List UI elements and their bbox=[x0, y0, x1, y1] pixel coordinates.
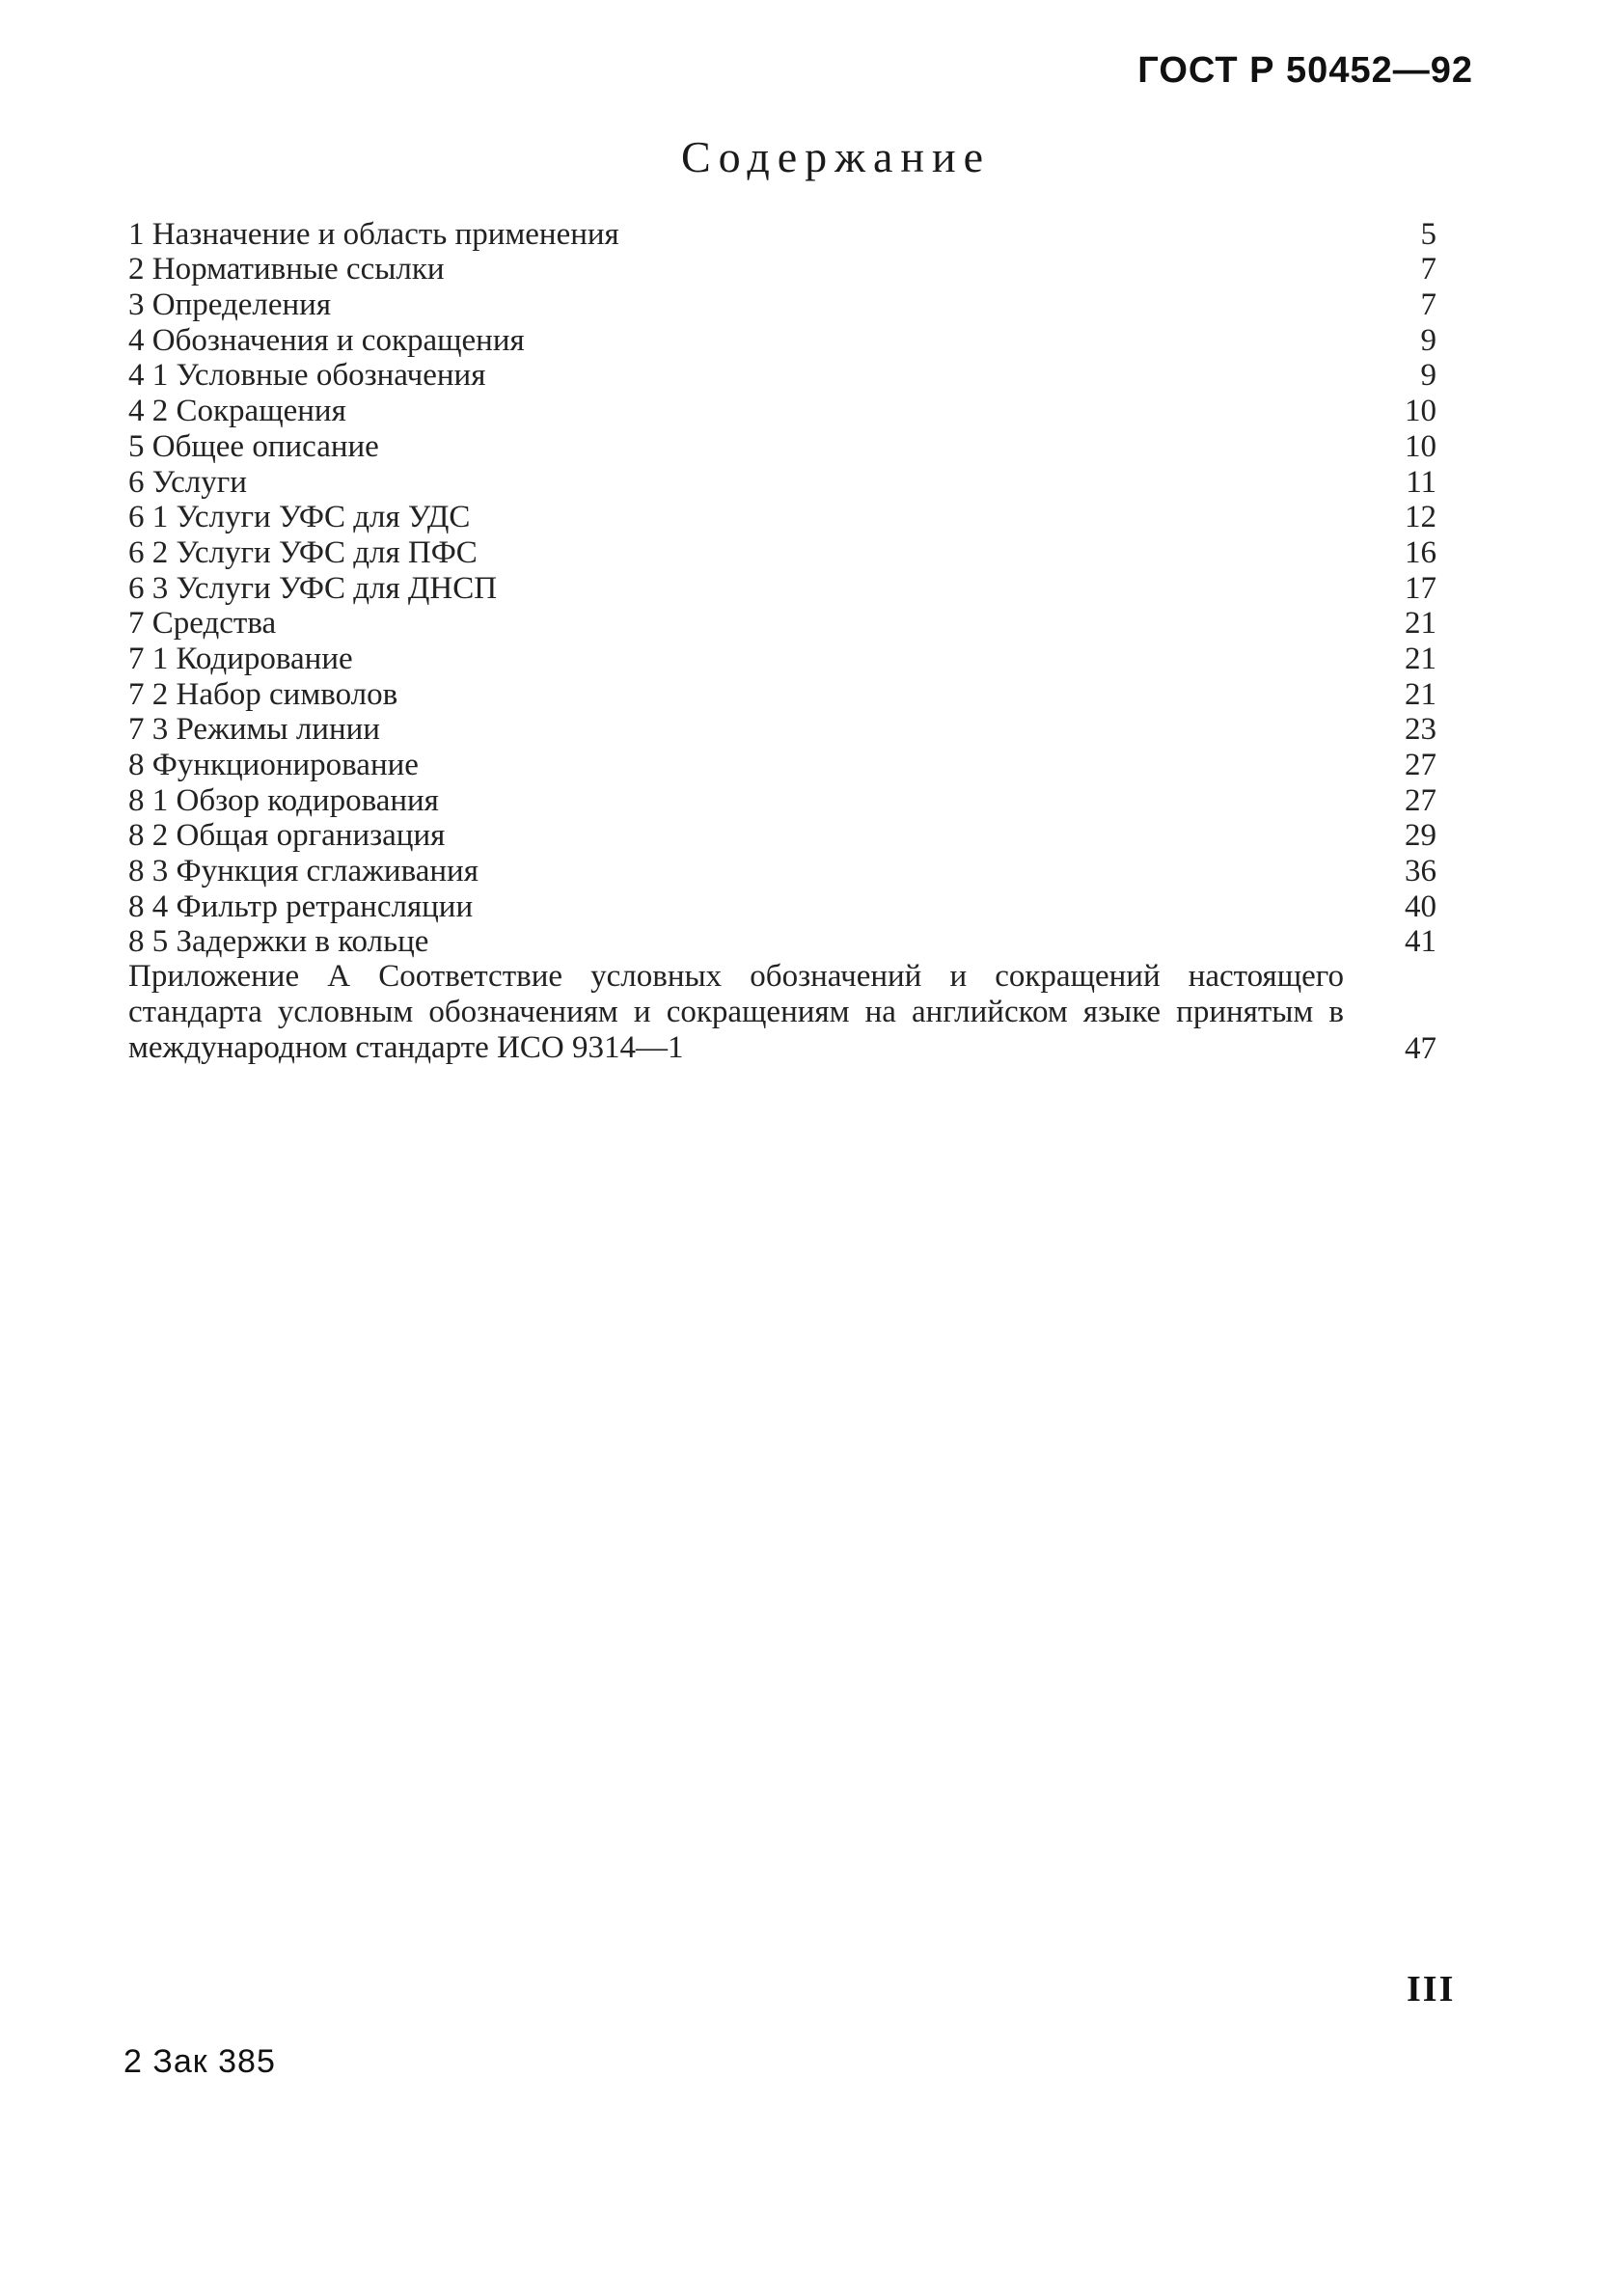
toc-entry-page: 47 bbox=[1405, 1030, 1436, 1066]
toc-entry-label: 8 4 Фильтр ретрансляции bbox=[128, 888, 474, 924]
toc-entry-label: 7 2 Набор символов bbox=[128, 676, 398, 712]
toc-entry-page: 29 bbox=[1405, 818, 1436, 854]
toc-entry-label: 7 1 Кодирование bbox=[128, 641, 353, 676]
toc-entry-page: 5 bbox=[1420, 216, 1436, 252]
toc-entry[interactable] bbox=[128, 853, 1440, 888]
toc-entry-page: 11 bbox=[1406, 464, 1436, 500]
toc-entry[interactable] bbox=[128, 393, 1440, 428]
toc-entry[interactable] bbox=[128, 216, 1440, 252]
toc-entry-label: 1 Назначение и область применения bbox=[128, 216, 619, 252]
toc-entry[interactable] bbox=[128, 712, 1440, 748]
toc-entry-page: 9 bbox=[1420, 322, 1436, 358]
toc-entry-page: 10 bbox=[1405, 394, 1436, 429]
toc-entry-page: 10 bbox=[1405, 428, 1436, 464]
toc-entry-label: 6 3 Услуги УФС для ДНСП bbox=[128, 570, 498, 606]
toc-entry[interactable] bbox=[128, 500, 1440, 535]
toc-entry[interactable] bbox=[128, 428, 1440, 464]
toc-entry-label: 6 2 Услуги УФС для ПФС bbox=[128, 534, 478, 570]
page-title: Содержание bbox=[680, 132, 992, 181]
table-of-contents bbox=[128, 216, 1440, 1066]
toc-entry-label: 4 2 Сокращения bbox=[128, 394, 346, 429]
toc-entry-page: 12 bbox=[1405, 500, 1436, 535]
toc-entry-label: 7 Средства bbox=[128, 606, 277, 642]
toc-entry-page: 9 bbox=[1420, 358, 1436, 394]
toc-entry[interactable] bbox=[128, 641, 1440, 676]
toc-entry-label: 3 Определения bbox=[128, 287, 332, 323]
toc-entry[interactable] bbox=[128, 782, 1440, 818]
toc-entry-label: 6 1 Услуги УФС для УДС bbox=[128, 500, 471, 535]
toc-entry-label: 2 Нормативные ссылки bbox=[128, 252, 445, 287]
toc-entry[interactable] bbox=[128, 676, 1440, 712]
toc-entry-page: 27 bbox=[1405, 782, 1436, 818]
toc-entry-page: 36 bbox=[1405, 854, 1436, 889]
toc-entry-label: 4 Обозначения и сокращения bbox=[128, 322, 525, 358]
toc-entry[interactable] bbox=[128, 924, 1440, 960]
toc-entry-label: 7 3 Режимы линии bbox=[128, 712, 380, 748]
toc-entry[interactable] bbox=[128, 606, 1440, 642]
toc-entry[interactable] bbox=[128, 818, 1440, 854]
toc-entry[interactable] bbox=[128, 747, 1440, 782]
toc-entry-page: 40 bbox=[1405, 888, 1436, 924]
toc-entry-label: 5 Общее описание bbox=[128, 428, 379, 464]
toc-entry[interactable] bbox=[128, 888, 1440, 924]
toc-entry[interactable] bbox=[128, 322, 1440, 358]
toc-appendix-entry[interactable] bbox=[128, 959, 1440, 1065]
document-code: ГОСТ Р 50452—92 bbox=[1137, 50, 1473, 91]
page-number: III bbox=[1407, 1969, 1456, 2009]
toc-entry-page: 21 bbox=[1405, 606, 1436, 642]
toc-entry[interactable] bbox=[128, 287, 1440, 322]
toc-entry[interactable] bbox=[128, 534, 1440, 570]
toc-entry[interactable] bbox=[128, 464, 1440, 500]
toc-entry-page: 17 bbox=[1405, 570, 1436, 606]
toc-entry-page: 23 bbox=[1405, 712, 1436, 748]
toc-entry-label: 4 1 Условные обозначения bbox=[128, 358, 486, 394]
toc-entry-page: 16 bbox=[1405, 534, 1436, 570]
toc-entry-page: 7 bbox=[1420, 252, 1436, 287]
toc-entry-page: 21 bbox=[1405, 676, 1436, 712]
toc-entry-label: 8 Функционирование bbox=[128, 748, 419, 782]
toc-entry-label: 8 5 Задержки в кольце bbox=[128, 924, 429, 960]
toc-entry-page: 21 bbox=[1405, 641, 1436, 676]
toc-entry-page: 7 bbox=[1420, 287, 1436, 323]
printing-order-note: 2 Зак 385 bbox=[123, 2043, 276, 2080]
toc-entry-label: 6 Услуги bbox=[128, 464, 247, 500]
toc-entry-label: 8 3 Функция сглаживания bbox=[128, 854, 479, 889]
toc-entry[interactable] bbox=[128, 358, 1440, 394]
toc-entry-label: Приложение А Соответствие условных обозначений и сокращений настоящего стандарта условным обозначениям и сокращениям на английском языке принятым в международном стандарте ИСО 9314—1 bbox=[128, 959, 1344, 1065]
toc-entry-page: 41 bbox=[1405, 924, 1436, 960]
toc-entry[interactable] bbox=[128, 252, 1440, 287]
toc-entry-label: 8 1 Обзор кодирования bbox=[128, 782, 439, 818]
toc-entry-label: 8 2 Общая организация bbox=[128, 818, 446, 854]
toc-entry-page: 27 bbox=[1405, 748, 1436, 782]
toc-entry[interactable] bbox=[128, 570, 1440, 606]
